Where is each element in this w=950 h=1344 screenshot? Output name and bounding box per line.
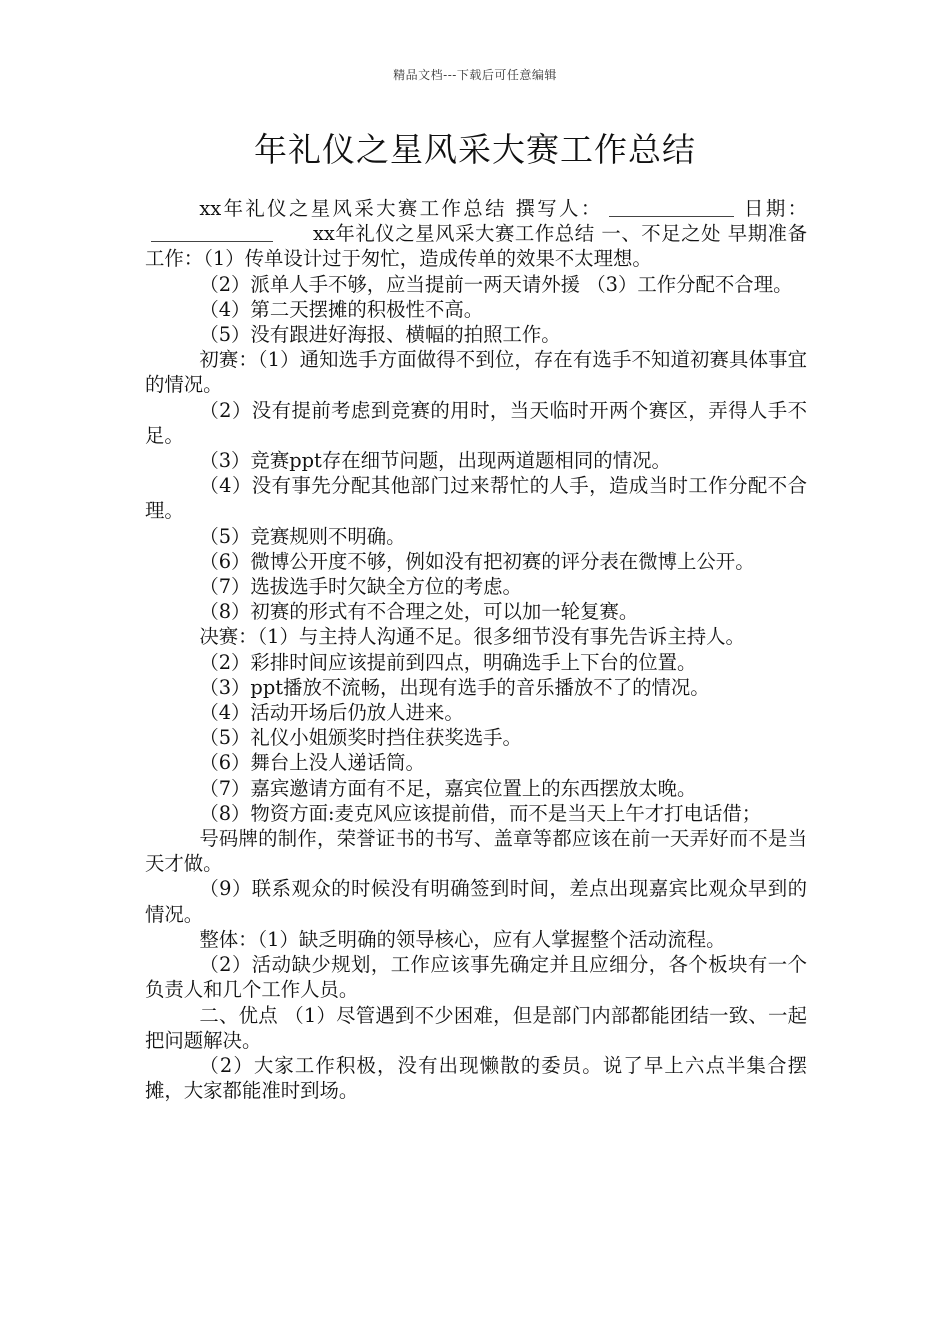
header-note: 精品文档---下载后可任意编辑 bbox=[393, 68, 557, 82]
body-paragraph: （2）大家工作积极，没有出现懒散的委员。说了早上六点半集合摆摊，大家都能准时到场。 bbox=[145, 1053, 807, 1103]
body-paragraph: （3）ppt播放不流畅，出现有选手的音乐播放不了的情况。 bbox=[199, 675, 710, 699]
body-paragraph: （2）没有提前考虑到竞赛的用时，当天临时开两个赛区，弄得人手不足。 bbox=[145, 398, 807, 447]
document-body bbox=[145, 196, 807, 1103]
body-paragraph: 号码牌的制作，荣誉证书的书写、盖章等都应该在前一天弄好而不是当天才做。 bbox=[145, 827, 807, 876]
body-paragraph: （5）礼仪小姐颁奖时挡住获奖选手。 bbox=[199, 726, 522, 750]
body-paragraph: （7）嘉宾邀请方面有不足，嘉宾位置上的东西摆放太晚。 bbox=[199, 776, 697, 800]
body-paragraph: 整体：（1）缺乏明确的领导核心，应有人掌握整个活动流程。 bbox=[199, 927, 726, 951]
body-paragraph: 初赛：（1）通知选手方面做得不到位，存在有选手不知道初赛具体事宜的情况。 bbox=[145, 348, 807, 397]
body-paragraph: （5）竞赛规则不明确。 bbox=[199, 524, 406, 548]
body-paragraph: （2）派单人手不够，应当提前一两天请外援 （3）工作分配不合理。 bbox=[199, 272, 793, 296]
body-paragraph: （7）选拔选手时欠缺全方位的考虑。 bbox=[199, 575, 522, 599]
intro-author-label: xx年礼仪之星风采大赛工作总结 撰写人： bbox=[199, 197, 603, 220]
intro-paragraph bbox=[145, 196, 807, 272]
body-paragraph: （3）竞赛ppt存在细节问题，出现两道题相同的情况。 bbox=[199, 449, 671, 473]
author-blank bbox=[609, 198, 734, 217]
body-paragraph: （4）第二天摆摊的积极性不高。 bbox=[199, 297, 484, 321]
date-blank bbox=[151, 223, 273, 242]
body-paragraph: （6）舞台上没人递话筒。 bbox=[199, 751, 425, 775]
document-title: 年礼仪之星风采大赛工作总结 bbox=[254, 130, 696, 169]
body-paragraph: （2）活动缺少规划，工作应该事先确定并且应细分，各个板块有一个负责人和几个工作人员。 bbox=[145, 953, 807, 1002]
body-paragraph: 二、优点 （1）尽管遇到不少困难，但是部门内部都能团结一致、一起把问题解决。 bbox=[145, 1003, 807, 1052]
intro-text: xx年礼仪之星风采大赛工作总结 一、不足之处 早期准备工作：（1）传单设计过于匆忙，造成传单的效果不太理想。 bbox=[145, 222, 807, 271]
body-paragraph: 决赛：（1）与主持人沟通不足。很多细节没有事先告诉主持人。 bbox=[199, 625, 745, 649]
body-paragraph: （8）初赛的形式有不合理之处，可以加一轮复赛。 bbox=[199, 600, 639, 624]
body-paragraph: （6）微博公开度不够，例如没有把初赛的评分表在微博上公开。 bbox=[199, 549, 755, 573]
body-paragraph: （5）没有跟进好海报、横幅的拍照工作。 bbox=[199, 323, 561, 347]
body-paragraph: （4）没有事先分配其他部门过来帮忙的人手，造成当时工作分配不合理。 bbox=[145, 474, 807, 523]
body-paragraph: （2）彩排时间应该提前到四点，明确选手上下台的位置。 bbox=[199, 650, 697, 674]
body-paragraph: （9）联系观众的时候没有明确签到时间，差点出现嘉宾比观众早到的情况。 bbox=[145, 877, 807, 926]
intro-date-label: 日期： bbox=[741, 197, 808, 220]
body-paragraph: （4）活动开场后仍放人进来。 bbox=[199, 701, 464, 725]
body-paragraph: （8）物资方面:麦克风应该提前借，而不是当天上午才打电话借； bbox=[199, 801, 762, 825]
